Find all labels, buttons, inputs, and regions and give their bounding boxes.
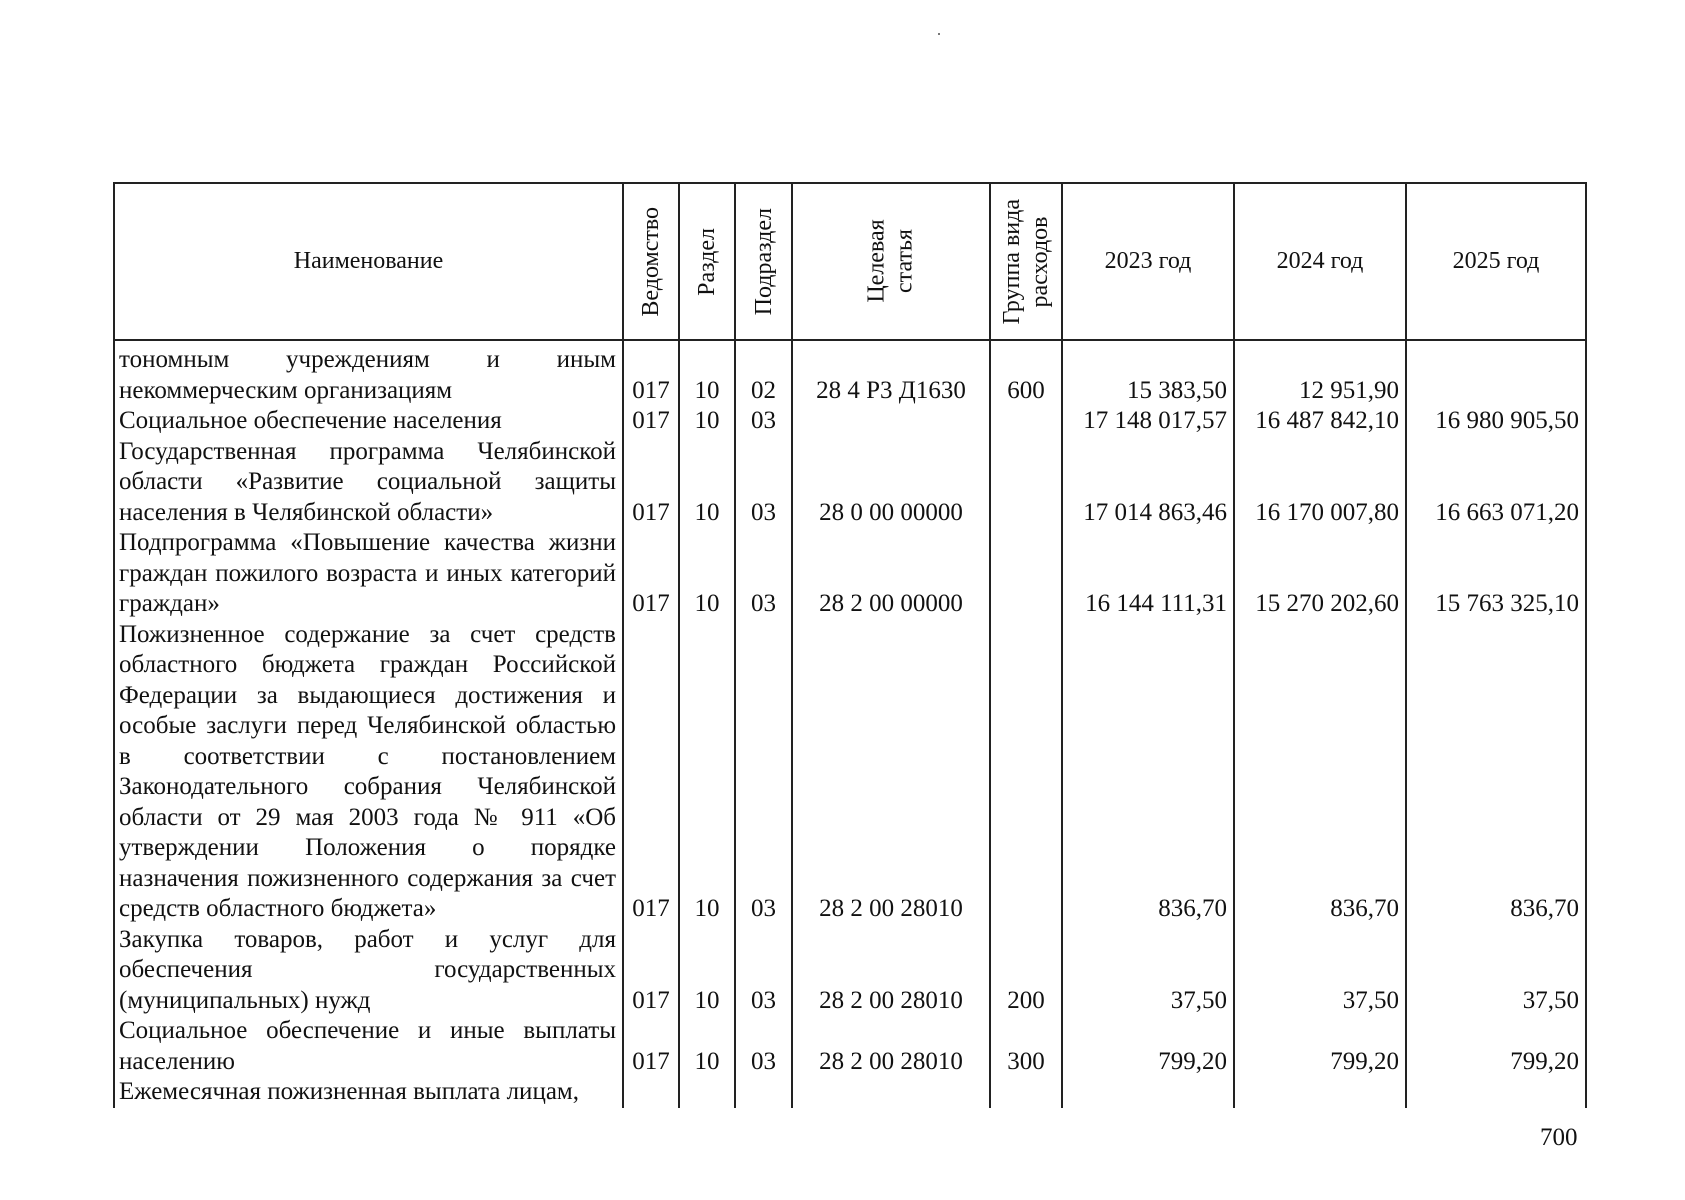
table-header-row (114, 183, 1586, 340)
page-number: 700 (1540, 1124, 1578, 1151)
header-group (990, 183, 1062, 340)
row-section: 10 (679, 925, 735, 1017)
row-2025: 37,50 (1406, 925, 1586, 1017)
row-subsection: 03 (735, 925, 792, 1017)
table-row (114, 925, 1586, 1017)
header-2025: 2025 год (1406, 183, 1586, 340)
row-2024: 15 270 202,60 (1234, 528, 1406, 620)
row-group: 200 (990, 925, 1062, 1017)
row-section: 10 (679, 528, 735, 620)
row-subsection: 03 (735, 620, 792, 925)
row-2025: 16 980 905,50 (1406, 406, 1586, 437)
row-2023: 17 014 863,46 (1062, 437, 1234, 529)
row-name: тономным учреждениям и иным некоммерческим организациям (114, 340, 623, 406)
table-row (114, 1077, 1586, 1108)
header-dept (623, 183, 679, 340)
header-section (679, 183, 735, 340)
row-name: Социальное обеспечение и иные выплаты населению (114, 1016, 623, 1077)
row-target (792, 406, 990, 437)
header-target-label: Целевая статья (863, 219, 918, 303)
row-2023: 799,20 (1062, 1016, 1234, 1077)
header-target (792, 183, 990, 340)
row-section: 10 (679, 406, 735, 437)
row-2025: 799,20 (1406, 1016, 1586, 1077)
row-2025 (1406, 340, 1586, 406)
table-row (114, 340, 1586, 406)
row-subsection: 03 (735, 437, 792, 529)
row-name: Социальное обеспечение населения (114, 406, 623, 437)
row-target: 28 2 00 28010 (792, 620, 990, 925)
row-group (990, 528, 1062, 620)
row-2024 (1234, 1077, 1406, 1108)
row-2024: 12 951,90 (1234, 340, 1406, 406)
row-name: Подпрограмма «Повышение качества жизни граждан пожилого возраста и иных категорий граждан» (114, 528, 623, 620)
header-section-label: Раздел (694, 227, 720, 296)
row-subsection (735, 1077, 792, 1108)
row-name: Государственная программа Челябинской области «Развитие социальной защиты населения в Челябинской области» (114, 437, 623, 529)
row-section: 10 (679, 437, 735, 529)
row-2025 (1406, 1077, 1586, 1108)
row-2024: 799,20 (1234, 1016, 1406, 1077)
header-dept-label: Ведомство (638, 206, 664, 317)
row-2024: 836,70 (1234, 620, 1406, 925)
header-group-label: Группа вида расходов (999, 198, 1053, 325)
row-target: 28 2 00 00000 (792, 528, 990, 620)
row-dept: 017 (623, 925, 679, 1017)
table-row (114, 620, 1586, 925)
header-2024: 2024 год (1234, 183, 1406, 340)
scan-speck (938, 33, 940, 35)
row-2024: 16 487 842,10 (1234, 406, 1406, 437)
table-row (114, 1016, 1586, 1077)
row-2023: 836,70 (1062, 620, 1234, 925)
row-2025: 836,70 (1406, 620, 1586, 925)
row-group: 300 (990, 1016, 1062, 1077)
table-row (114, 406, 1586, 437)
row-subsection: 03 (735, 528, 792, 620)
row-dept (623, 1077, 679, 1108)
row-group: 600 (990, 340, 1062, 406)
row-name: Ежемесячная пожизненная выплата лицам, (114, 1077, 623, 1108)
row-target: 28 2 00 28010 (792, 925, 990, 1017)
table-row (114, 437, 1586, 529)
table-row (114, 528, 1586, 620)
row-dept: 017 (623, 340, 679, 406)
row-dept: 017 (623, 437, 679, 529)
row-2024: 37,50 (1234, 925, 1406, 1017)
row-group (990, 620, 1062, 925)
row-name: Пожизненное содержание за счет средств областного бюджета граждан Российской Федерации за выдающиеся достижения и особые заслуги перед Челябинской областью в соответствии с постановлением Законодательного собрания Челябинской области от 29 мая 2003 года № 911 «Об утверждении Положения о порядке назначения пожизненного содержания за счет средств областного бюджета» (114, 620, 623, 925)
header-subsection-label: Подраздел (750, 207, 777, 316)
row-2025: 16 663 071,20 (1406, 437, 1586, 529)
row-section: 10 (679, 1016, 735, 1077)
row-2023: 37,50 (1062, 925, 1234, 1017)
row-2024: 16 170 007,80 (1234, 437, 1406, 529)
row-subsection: 03 (735, 1016, 792, 1077)
row-target: 28 2 00 28010 (792, 1016, 990, 1077)
header-2023: 2023 год (1062, 183, 1234, 340)
row-name: Закупка товаров, работ и услуг для обеспечения государственных (муниципальных) нужд (114, 925, 623, 1017)
row-target (792, 1077, 990, 1108)
row-2023 (1062, 1077, 1234, 1108)
row-subsection: 03 (735, 406, 792, 437)
row-group (990, 437, 1062, 529)
row-2023: 16 144 111,31 (1062, 528, 1234, 620)
row-section (679, 1077, 735, 1108)
row-section: 10 (679, 340, 735, 406)
row-dept: 017 (623, 528, 679, 620)
row-group (990, 1077, 1062, 1108)
row-2023: 17 148 017,57 (1062, 406, 1234, 437)
row-2025: 15 763 325,10 (1406, 528, 1586, 620)
header-subsection (735, 183, 792, 340)
row-group (990, 406, 1062, 437)
row-dept: 017 (623, 620, 679, 925)
row-target: 28 4 Р3 Д1630 (792, 340, 990, 406)
header-name: Наименование (114, 183, 623, 340)
row-dept: 017 (623, 406, 679, 437)
budget-table (113, 182, 1587, 1108)
row-2023: 15 383,50 (1062, 340, 1234, 406)
row-section: 10 (679, 620, 735, 925)
row-target: 28 0 00 00000 (792, 437, 990, 529)
row-dept: 017 (623, 1016, 679, 1077)
row-subsection: 02 (735, 340, 792, 406)
